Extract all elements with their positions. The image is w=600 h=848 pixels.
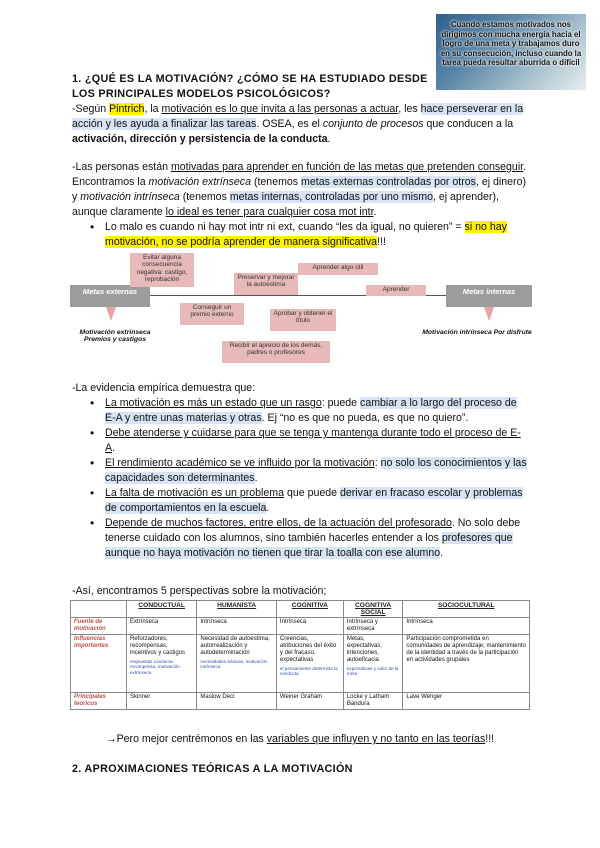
table-cell	[197, 635, 277, 693]
table-cell: Lave Wenger	[403, 693, 530, 710]
underlined-text: variables que influyen y no tanto en las teorías	[266, 733, 486, 745]
text: -La evidencia empírica demuestra que:	[72, 382, 256, 394]
row-label: Fuente de motivación	[71, 618, 127, 635]
label: Evitar alguna consecuencia negativa: castigo, reprobación	[136, 254, 188, 284]
handwritten-note: expectativas y valor de la meta	[346, 666, 399, 677]
table-header: SOCIOCULTURAL	[403, 601, 530, 618]
perspectives-table	[70, 600, 530, 710]
text: .	[440, 547, 444, 559]
diagram-box	[130, 253, 194, 287]
text: , ej aprender), aunque claramente	[72, 191, 499, 218]
text: .	[327, 133, 331, 145]
highlight-text: derivar en fracaso escolar y problemas de comportamientos en la escuela	[105, 487, 523, 514]
section1-title	[72, 72, 428, 102]
table-header: HUMANISTA	[197, 601, 277, 618]
label: Metas externas	[82, 287, 138, 296]
table-cell: Intrínseca	[276, 618, 343, 635]
section1-title-line1: 1. ¿QUÉ ES LA MOTIVACIÓN? ¿CÓMO SE HA ESTUDIADO DESDE	[72, 73, 428, 85]
text: .	[254, 472, 258, 484]
diagram-box	[180, 303, 244, 325]
highlight-text: si no hay motivación, no se podría aprender de manera significativa	[105, 221, 507, 248]
table-row	[71, 693, 530, 710]
table-cell: Locke y Latham Bandura	[343, 693, 403, 710]
section2-title	[72, 762, 353, 777]
paragraph-goals	[72, 160, 527, 220]
text: . Ej “no es que no pueda, es que no quiero”.	[261, 412, 469, 424]
right-goal-box	[446, 285, 532, 307]
label: Preservar y mejorar la autoestima	[237, 274, 295, 289]
paragraph-evidence	[72, 381, 527, 396]
table-cell: Intrínseca	[403, 618, 530, 635]
motivation-diagram	[70, 253, 532, 371]
left-bottom-label	[70, 329, 160, 344]
highlight-text: metas internas, controladas por uno mismo	[229, 191, 433, 203]
table-header: CONDUCTUAL	[127, 601, 197, 618]
arrow-icon: →	[106, 733, 117, 745]
table-cell	[403, 635, 530, 693]
bullet-list-1	[90, 220, 530, 250]
definition-text: motivación es lo que invita a las personas a actuar	[161, 103, 399, 115]
text: : puede	[321, 397, 361, 409]
row-label: Principales teóricos	[71, 693, 127, 710]
table-cell: Skinner	[127, 693, 197, 710]
bold-text: activación, dirección y persistencia de la conducta	[72, 133, 328, 145]
cell-text: Creencias, atribuciones del éxito y del fracaso, expectativas	[279, 636, 337, 663]
row-label: Influencias importantes	[71, 635, 127, 693]
table-cell: Maslow Deci	[197, 693, 277, 710]
underlined-text: Depende de muchos factores, entre ellos, de la actuación del profesorado	[105, 517, 452, 529]
underlined-text: El rendimiento académico se ve influido por la motivación	[105, 457, 375, 469]
handwritten-note: el pensamiento determina la conducta	[279, 666, 338, 677]
table-cell: Intrínseca y extrínseca	[343, 618, 403, 635]
diagram-box	[234, 273, 298, 295]
paragraph-focus	[106, 732, 536, 747]
table-row	[71, 618, 530, 635]
bullet-list-2	[90, 396, 530, 561]
label: Aprender algo útil	[312, 264, 364, 271]
list-item	[90, 220, 530, 250]
list-item	[90, 486, 530, 516]
list-item	[90, 396, 530, 426]
cell-text: Metas, expectativas, intenciones, autoeficacia	[346, 636, 382, 663]
table-header-row	[71, 601, 530, 618]
right-bottom-label	[422, 329, 532, 336]
motivation-quote-image	[436, 14, 586, 90]
text: que conducen a la	[423, 118, 514, 130]
label: Motivación intrínseca Por disfrute	[422, 329, 532, 336]
quote-text: Cuando estamos motivados nos dirigimos con mucha energía hacia el logro de una meta y trabajamos duro en su consecución, incluso cuando la tarea pueda resultar aburrida o difícil	[440, 20, 582, 68]
text: . No solo debe tenerse cuidado con los alumnos, sino también hacerles entender a los	[105, 517, 521, 544]
left-goal-box	[70, 285, 150, 307]
label: Metas internas	[462, 287, 516, 296]
table-row	[71, 635, 530, 693]
diagram-box	[366, 285, 426, 296]
table-cell	[276, 635, 343, 693]
table-header: COGNITIVA SOCIAL	[343, 601, 403, 618]
handwritten-note: respuestas conducta-recompensa, motivación extrínseca	[130, 659, 180, 675]
text: .	[373, 206, 377, 218]
cell-text: Reforzadores, recompensas, incentivos y castigos	[130, 636, 186, 656]
cell-text: Necesidad de autoestima, autorrealización y autodeterminación	[200, 636, 270, 656]
underlined-text: La motivación es más un estado que un rasgo	[105, 397, 322, 409]
diagram-box	[222, 341, 330, 363]
label: Motivación extrínseca Premios y castigos	[79, 329, 151, 344]
section1-title-line2: LOS PRINCIPALES MODELOS PSICOLÓGICOS?	[72, 88, 331, 100]
text: !!!	[377, 236, 386, 248]
label: Conseguir un premio externo	[190, 304, 234, 319]
paragraph-perspectives	[72, 584, 527, 599]
paragraph-pintrich	[72, 102, 527, 147]
text: que puede	[284, 487, 340, 499]
underlined-text: Debe atenderse y cuidarse para que se tenga y mantenga durante todo el proceso de E-A	[105, 427, 521, 454]
text: :	[374, 457, 381, 469]
underlined-text: lo ideal es tener para cualquier cosa mot intr	[165, 206, 374, 218]
highlight-text: metas externas controladas por otros	[301, 176, 476, 188]
highlight-text: hace perseverar en la acción y les ayuda a finalizar las tareas	[72, 103, 524, 130]
highlight-text: cambiar a lo largo del proceso de E-A y entre unas materias y otras	[105, 397, 517, 424]
italic-text: motivación intrínseca	[80, 191, 180, 203]
table-cell: Weiner Graham	[276, 693, 343, 710]
table-header: COGNITIVA	[276, 601, 343, 618]
text: -Así, encontramos 5 perspectivas sobre la motivación;	[72, 585, 327, 597]
handwritten-note: necesidades básicas, motivación intrínseca	[200, 659, 268, 670]
table-cell: Intrínseca	[197, 618, 277, 635]
table-cell	[343, 635, 403, 693]
text: . Encontramos la	[72, 161, 527, 188]
table-cell: Extrínseca	[127, 618, 197, 635]
text: . OSEA, es el	[256, 118, 323, 130]
left-arrow	[106, 307, 116, 321]
italic-text: motivación extrínseca	[148, 176, 251, 188]
author-name: Pintrich	[109, 103, 145, 115]
label: Aprobar y obtener el título	[273, 310, 333, 325]
list-item	[90, 426, 530, 456]
diagram-box	[270, 309, 336, 331]
table-cell	[127, 635, 197, 693]
text: Lo malo es cuando ni hay mot intr ni ext, cuando “les da igual, no quieren” =	[105, 221, 465, 233]
text: -Las personas están	[72, 161, 171, 173]
text: , ej dinero) y	[72, 176, 526, 203]
highlight-text: no solo los conocimientos y las capacidades son determinantes	[105, 457, 527, 484]
section2-title-text: 2. APROXIMACIONES TEÓRICAS A LA MOTIVACIÓN	[72, 763, 353, 775]
list-item	[90, 456, 530, 486]
highlight-text: profesores que aunque no haya motivación no tienen que tirar la toalla con ese alumno	[105, 532, 513, 559]
table-header	[71, 601, 127, 618]
cell-text: Participación comprometida en comunidades de aprendizaje; mantenimiento de la identidad a través de la participación en actividades grupales	[406, 636, 526, 663]
text: -Según	[72, 103, 110, 115]
text: .	[112, 442, 116, 454]
right-arrow	[484, 307, 494, 321]
italic-text: conjunto de procesos	[322, 118, 424, 130]
list-item	[90, 516, 530, 561]
text: (tenemos	[179, 191, 230, 203]
text: !!!	[485, 733, 495, 745]
label: Aprender	[382, 286, 410, 293]
underlined-text: motivadas para aprender en función de las metas que pretenden conseguir	[170, 161, 524, 173]
text: , les	[398, 103, 418, 115]
text: .	[266, 502, 270, 514]
diagram-box	[298, 263, 378, 275]
label: Recibir el aprecio de los demás, padres o profesores	[229, 342, 323, 357]
text: (tenemos	[251, 176, 302, 188]
text: Pero mejor centrémonos en las	[116, 733, 267, 745]
underlined-text: La falta de motivación es un problema	[105, 487, 285, 499]
text: , la	[144, 103, 162, 115]
